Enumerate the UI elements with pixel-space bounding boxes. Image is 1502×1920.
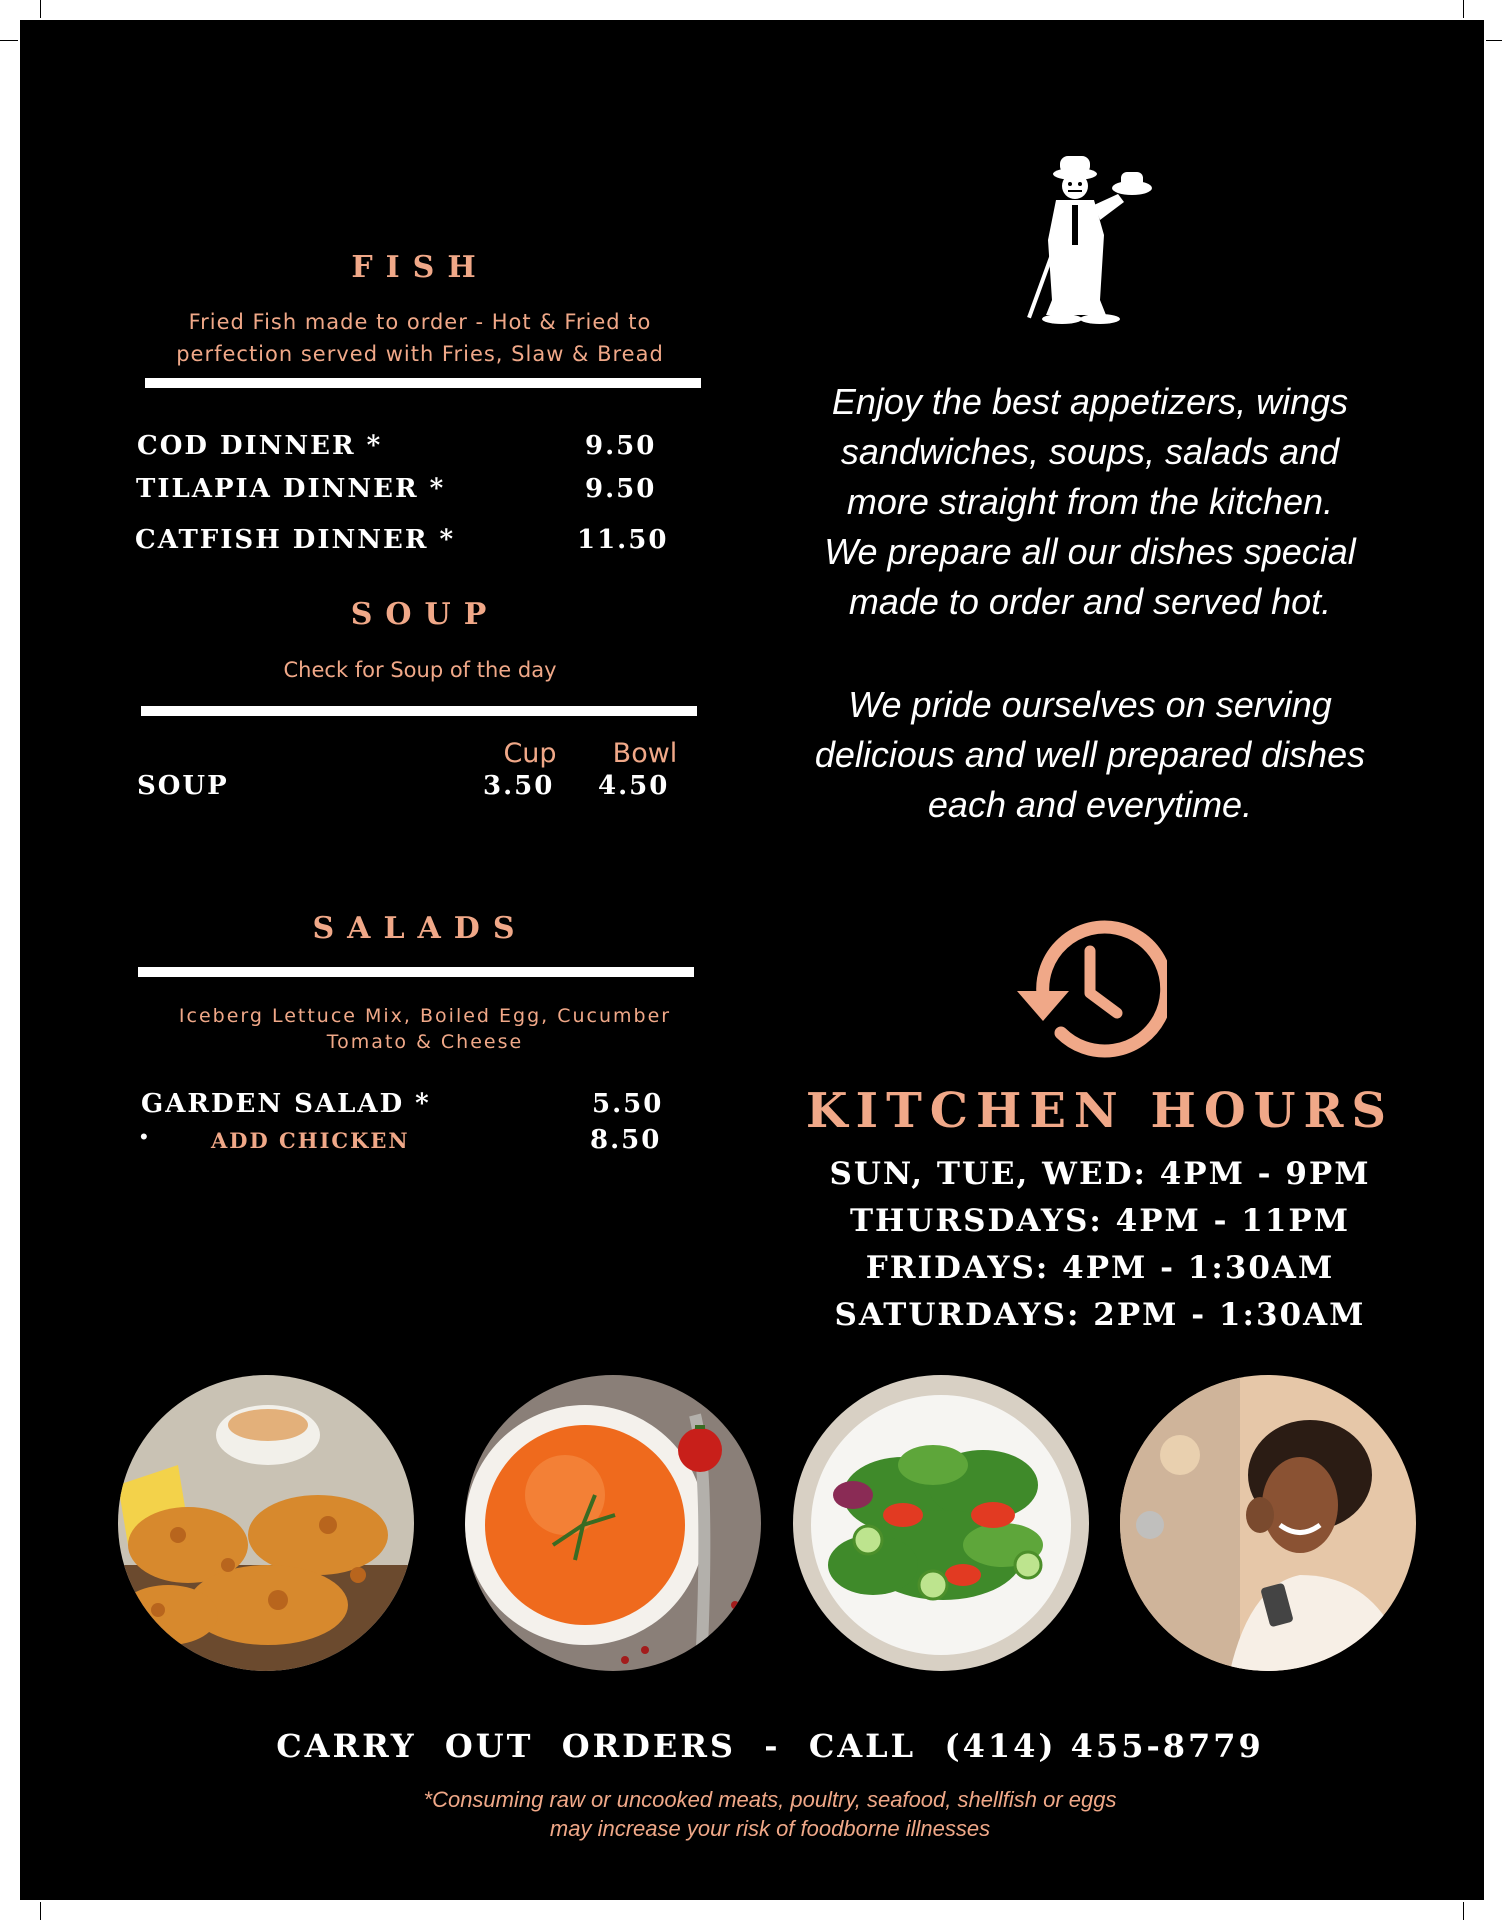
addon-name: ADD CHICKEN: [211, 1128, 410, 1153]
promo-line: more straight from the kitchen.: [846, 481, 1334, 522]
crop-mark: [0, 40, 18, 41]
soup-title: SOUP: [350, 597, 500, 632]
salads-description-line-1: Iceberg Lettuce Mix, Boiled Egg, Cucumber: [178, 1005, 672, 1027]
crop-mark: [40, 1902, 41, 1920]
fish-title: FISH: [351, 250, 489, 285]
salads-description-line-2: Tomato & Cheese: [326, 1031, 524, 1053]
crop-mark: [40, 0, 41, 18]
fish-item-price: 9.50: [585, 431, 657, 461]
fish-item-price: 9.50: [585, 474, 657, 504]
crop-mark: [1463, 0, 1464, 18]
soup-bowl-price: 4.50: [598, 771, 670, 801]
soup-bowl-label: Bowl: [612, 738, 678, 769]
crop-mark: [1486, 40, 1502, 41]
fish-item-name: CATFISH DINNER *: [135, 525, 456, 555]
salad-item-name: GARDEN SALAD *: [141, 1089, 431, 1119]
tomato-soup-photo: [465, 1375, 761, 1671]
garden-salad-photo: [793, 1375, 1089, 1671]
hours-line: SUN, TUE, WED: 4PM - 9PM: [829, 1156, 1371, 1192]
food-safety-note-line-2: may increase your risk of foodborne illnesses: [549, 1816, 991, 1841]
history-clock-icon: [1005, 913, 1167, 1063]
hours-line: SATURDAYS: 2PM - 1:30AM: [834, 1297, 1366, 1333]
salads-divider: [138, 967, 694, 977]
carry-out-call-line: CARRY OUT ORDERS - CALL (414) 455-8779: [276, 1727, 1264, 1765]
kitchen-hours-title: KITCHEN HOURS: [805, 1083, 1395, 1139]
fish-item-name: COD DINNER *: [137, 431, 383, 461]
salads-title: SALADS: [312, 911, 528, 946]
soup-item-name: SOUP: [137, 771, 229, 801]
promo-line: each and everytime.: [927, 784, 1253, 825]
promo-line: made to order and served hot.: [848, 581, 1332, 622]
hours-line: FRIDAYS: 4PM - 1:30AM: [865, 1250, 1335, 1286]
soup-description: Check for Soup of the day: [283, 658, 557, 682]
salad-item-price: 5.50: [592, 1089, 664, 1119]
fish-divider: [145, 378, 701, 388]
promo-line: We pride ourselves on serving: [848, 684, 1332, 725]
crop-mark: [1463, 1902, 1464, 1920]
promo-line: We prepare all our dishes special: [824, 531, 1356, 572]
fish-description-line-2: perfection served with Fries, Slaw & Bread: [176, 342, 664, 366]
promo-line: sandwiches, soups, salads and: [840, 431, 1340, 472]
promo-paragraph-1: [760, 377, 1420, 627]
hours-line: THURSDAYS: 4PM - 11PM: [849, 1203, 1351, 1239]
food-safety-note-line-1: *Consuming raw or uncooked meats, poultry, seafood, shellfish or eggs: [423, 1787, 1117, 1812]
fried-fish-photo: [118, 1375, 414, 1671]
soup-divider: [141, 706, 697, 716]
addon-bullet: •: [140, 1124, 148, 1149]
mascot-logo-icon: [1020, 150, 1170, 340]
fish-item-name: TILAPIA DINNER *: [136, 474, 446, 504]
promo-line: delicious and well prepared dishes: [814, 734, 1366, 775]
addon-price: 8.50: [590, 1125, 662, 1155]
fish-item-price: 11.50: [577, 525, 669, 555]
promo-paragraph-2: [760, 680, 1420, 830]
menu-sheet: [20, 20, 1484, 1900]
promo-line: Enjoy the best appetizers, wings: [831, 381, 1349, 422]
soup-cup-label: Cup: [503, 738, 557, 769]
soup-cup-price: 3.50: [483, 771, 555, 801]
fish-description-line-1: Fried Fish made to order - Hot & Fried to: [188, 310, 652, 334]
woman-eating-photo: [1120, 1375, 1416, 1671]
